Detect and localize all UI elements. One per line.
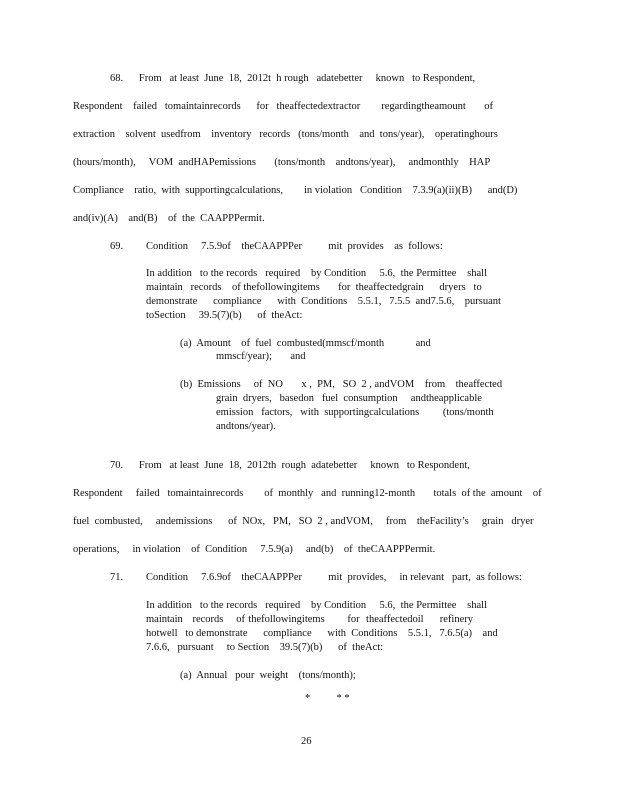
- quote-71-line-3: hotwell to demonstrate compliance with Conditions 5.5.1, 7.6.5(a) and: [146, 628, 498, 639]
- para-71-number: 71.: [110, 572, 124, 583]
- para-70-line-1: 70. From at least June 18, 2012th rough adatebetter known to Respondent,: [110, 460, 470, 471]
- para-68-line-4: (hours/month), VOM andHAPemissions (tons/month andtons/year), andmonthly HAP: [73, 157, 491, 168]
- para-71-line-1: Condition 7.6.9of theCAAPPPer mit provides, in relevant part, as follows:: [146, 572, 522, 583]
- para-69-number: 69.: [110, 241, 124, 252]
- list-71-a-line-1: (a) Annual pour weight (tons/month);: [180, 670, 356, 681]
- omission-stars: * * *: [305, 693, 350, 704]
- quote-69-line-4: toSection 39.5(7)(b) of theAct:: [146, 310, 303, 321]
- para-70-line-2: Respondent failed tomaintainrecords of monthly and running12-month totals of the amount of: [73, 488, 542, 499]
- para-68-line-3: extraction solvent usedfrom inventory records (tons/month and tons/year), operatinghours: [73, 129, 498, 140]
- para-70-line-3: fuel combusted, andemissions of NOx, PM, SO 2 , andVOM, from theFacility’s grain dryer: [73, 516, 534, 527]
- quote-69-line-1: In addition to the records required by Condition 5.6, the Permittee shall: [146, 268, 487, 279]
- quote-69-line-3: demonstrate compliance with Conditions 5.5.1, 7.5.5 and7.5.6, pursuant: [146, 296, 501, 307]
- quote-71-line-4: 7.6.6, pursuant to Section 39.5(7)(b) of theAct:: [146, 642, 384, 653]
- list-69-b-line-3: emission factors, with supportingcalculations (tons/month: [216, 407, 494, 418]
- para-69-line-1: Condition 7.5.9of theCAAPPPer mit provides as follows:: [146, 241, 443, 252]
- para-70-line-4: operations, in violation of Condition 7.5.9(a) and(b) of theCAAPPPermit.: [73, 544, 436, 555]
- quote-69-line-2: maintain records of thefollowingitems for theaffectedgrain dryers to: [146, 282, 482, 293]
- para-68-line-1: 68. From at least June 18, 2012t h rough adatebetter known to Respondent,: [110, 73, 476, 84]
- list-69-a-line-2: mmscf/year); and: [216, 351, 306, 362]
- list-69-b-line-2: grain dryers, basedon fuel consumption andtheapplicable: [216, 393, 482, 404]
- list-69-b-line-4: andtons/year).: [216, 421, 276, 432]
- quote-71-line-1: In addition to the records required by Condition 5.6, the Permittee shall: [146, 600, 487, 611]
- para-68-line-6: and(iv)(A) and(B) of the CAAPPPermit.: [73, 213, 265, 224]
- list-69-b-line-1: (b) Emissions of NO x , PM, SO 2 , andVOM from theaffected: [180, 379, 503, 390]
- para-68-line-2: Respondent failed tomaintainrecords for theaffectedextractor regardingtheamount of: [73, 101, 493, 112]
- page-number: 26: [301, 736, 312, 747]
- para-68-line-5: Compliance ratio, with supportingcalculations, in violation Condition 7.3.9(a)(ii)(B) and(D): [73, 185, 518, 196]
- list-69-a-line-1: (a) Amount of fuel combusted(mmscf/month and: [180, 338, 431, 349]
- quote-71-line-2: maintain records of thefollowingitems for theaffectedoil refinery: [146, 614, 473, 625]
